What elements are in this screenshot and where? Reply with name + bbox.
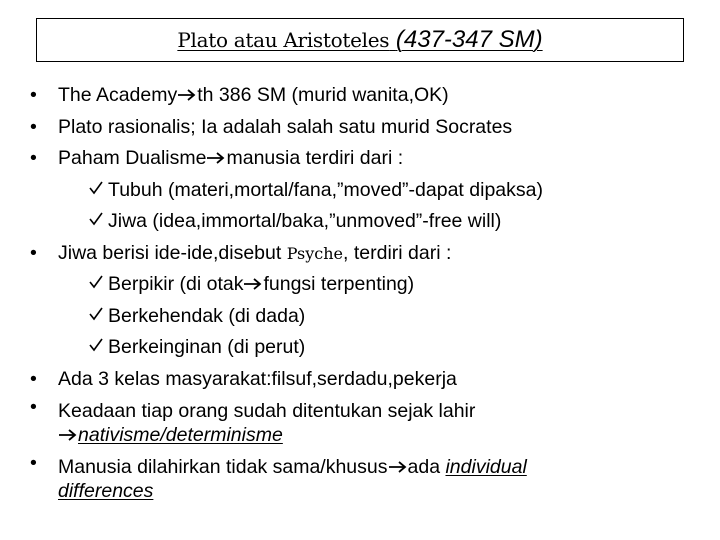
sub-item-text: Tubuh (materi,mortal/fana,”moved”-dapat dipaksa): [108, 178, 543, 201]
list-item: [30, 364, 700, 396]
slide-title: [177, 26, 542, 54]
item-text: Paham Dualisme: [58, 147, 207, 169]
bullet-list: [30, 80, 700, 507]
list-item: [30, 112, 700, 144]
sub-item-text: Berpikir (di otak: [108, 273, 244, 295]
right-arrow-icon: [206, 151, 226, 165]
list-item: [30, 451, 700, 507]
sub-item-text: fungsi terpenting): [263, 273, 415, 295]
item-text: th 386 SM (murid wanita,OK): [197, 84, 449, 106]
item-text: ada: [407, 456, 446, 478]
title-box: [36, 18, 684, 62]
item-text: Plato rasionalis; Ia adalah salah satu murid Socrates: [58, 115, 513, 138]
list-item: [30, 238, 700, 270]
sub-list-item: [30, 269, 700, 301]
bullet-dot-icon: •: [30, 241, 37, 264]
item-text: Manusia dilahirkan tidak sama/khusus: [58, 456, 388, 478]
checkmark-icon: [88, 211, 104, 227]
item-text-emphasis: differences: [58, 480, 154, 502]
right-arrow-icon: [388, 460, 408, 474]
right-arrow-icon: [243, 277, 263, 291]
sub-item-text: Jiwa (idea,immortal/baka,”unmoved”-free will): [108, 210, 502, 232]
sub-list-item: [30, 332, 700, 364]
item-text: , terdiri dari :: [343, 241, 452, 264]
psyche-term: Psyche: [286, 243, 344, 263]
checkmark-icon: [88, 180, 104, 196]
checkmark-icon: [88, 337, 104, 353]
right-arrow-icon: [58, 428, 78, 442]
sub-item-text: Berkeinginan (di perut): [108, 336, 306, 358]
bullet-dot-icon: •: [30, 367, 37, 390]
bullet-dot-icon: •: [30, 452, 37, 474]
item-text-emphasis: individual: [445, 456, 527, 478]
bullet-dot-icon: •: [30, 84, 37, 106]
bullet-dot-icon: •: [30, 396, 37, 418]
item-text-emphasis: nativisme/determinisme: [78, 424, 283, 446]
checkmark-icon: [88, 306, 104, 322]
title-dates: (437-347 SM): [395, 26, 543, 53]
list-item: [30, 143, 700, 175]
title-main: Plato atau Aristoteles: [177, 28, 390, 52]
checkmark-icon: [88, 274, 104, 290]
sub-item-text: Berkehendak (di dada): [108, 304, 306, 327]
item-text: Jiwa berisi ide-ide,disebut: [58, 241, 287, 264]
sub-list-item: [30, 175, 700, 207]
right-arrow-icon: [177, 88, 197, 102]
item-text: Keadaan tiap orang sudah ditentukan sejak lahir: [58, 400, 476, 422]
item-text: The Academy: [58, 84, 178, 106]
item-text: manusia terdiri dari :: [226, 147, 404, 169]
item-text: Ada 3 kelas masyarakat:filsuf,serdadu,pekerja: [58, 367, 457, 390]
sub-list-item: [30, 301, 700, 333]
list-item: [30, 395, 700, 451]
bullet-dot-icon: •: [30, 147, 37, 169]
bullet-dot-icon: •: [30, 115, 37, 138]
list-item: [30, 80, 700, 112]
sub-list-item: [30, 206, 700, 238]
